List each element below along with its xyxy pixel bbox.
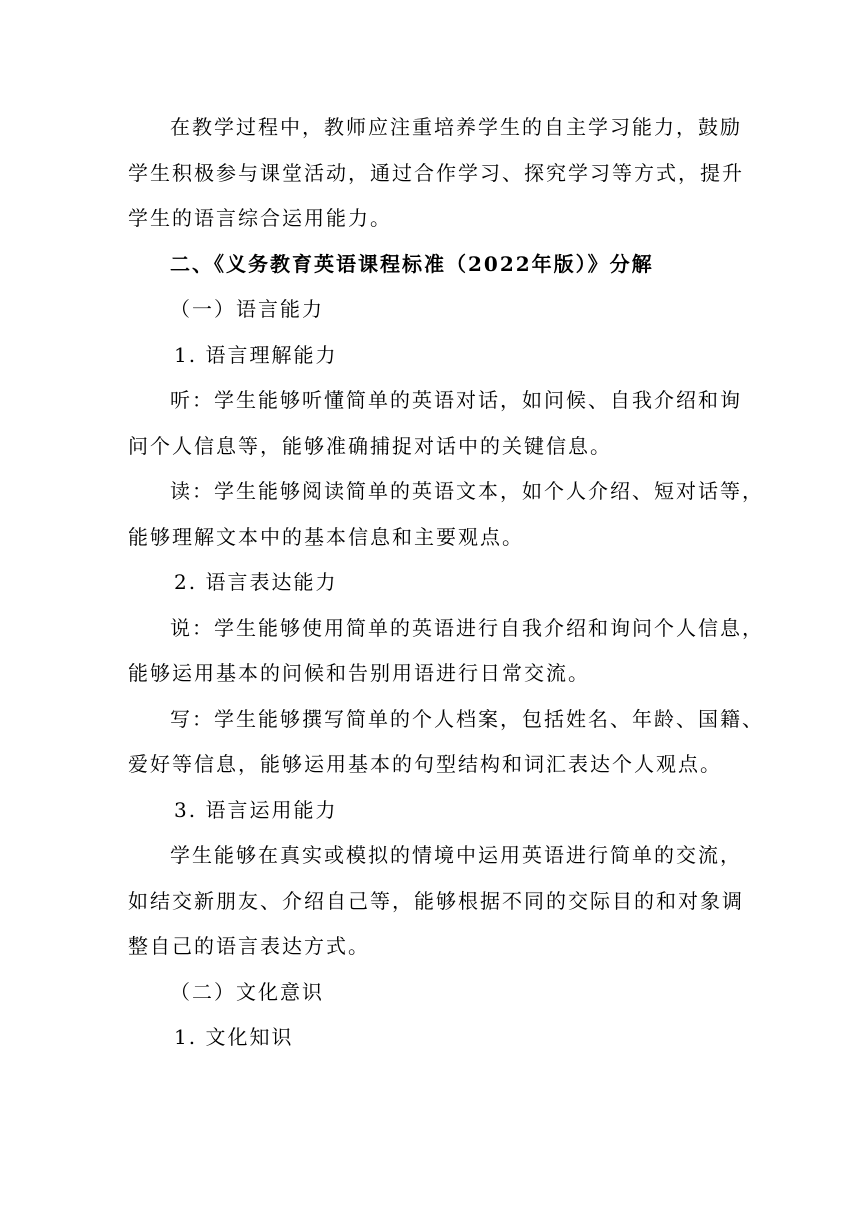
paragraph-line: 整自己的语言表达方式。: [128, 934, 370, 958]
paragraph-line: 写：学生能够撰写简单的个人档案，包括姓名、年龄、国籍、: [170, 707, 764, 731]
paragraph-line: 学生能够在真实或模拟的情境中运用英语进行简单的交流，: [170, 843, 742, 867]
paragraph-line: 学生积极参与课堂活动，通过合作学习、探究学习等方式，提升: [128, 161, 744, 185]
paragraph-line: 读：学生能够阅读简单的英语文本，如个人介绍、短对话等，: [170, 479, 764, 503]
paragraph-line: 爱好等信息，能够运用基本的句型结构和词汇表达个人观点。: [128, 752, 722, 776]
item-heading: 3. 语言运用能力: [174, 798, 338, 822]
item-heading: 2. 语言表达能力: [174, 570, 338, 594]
paragraph-line: 如结交新朋友、介绍自己等，能够根据不同的交际目的和对象调: [128, 889, 744, 913]
paragraph-line: 说：学生能够使用简单的英语进行自我介绍和询问个人信息，: [170, 616, 764, 640]
paragraph-line: 问个人信息等，能够准确捕捉对话中的关键信息。: [128, 434, 612, 458]
paragraph-line: 学生的语言综合运用能力。: [128, 206, 392, 230]
subsection-heading: （二）文化意识: [170, 980, 324, 1004]
item-heading: 1. 语言理解能力: [174, 343, 338, 367]
item-heading: 1. 文化知识: [174, 1025, 294, 1049]
paragraph-line: 能够运用基本的问候和告别用语进行日常交流。: [128, 661, 590, 685]
paragraph-line: 听：学生能够听懂简单的英语对话，如问候、自我介绍和询: [170, 388, 742, 412]
section-heading: 二、《义务教育英语课程标准（2022年版）》分解: [170, 252, 654, 276]
paragraph-line: 能够理解文本中的基本信息和主要观点。: [128, 525, 524, 549]
subsection-heading: （一）语言能力: [170, 297, 324, 321]
paragraph-line: 在教学过程中，教师应注重培养学生的自主学习能力，鼓励: [170, 115, 742, 139]
